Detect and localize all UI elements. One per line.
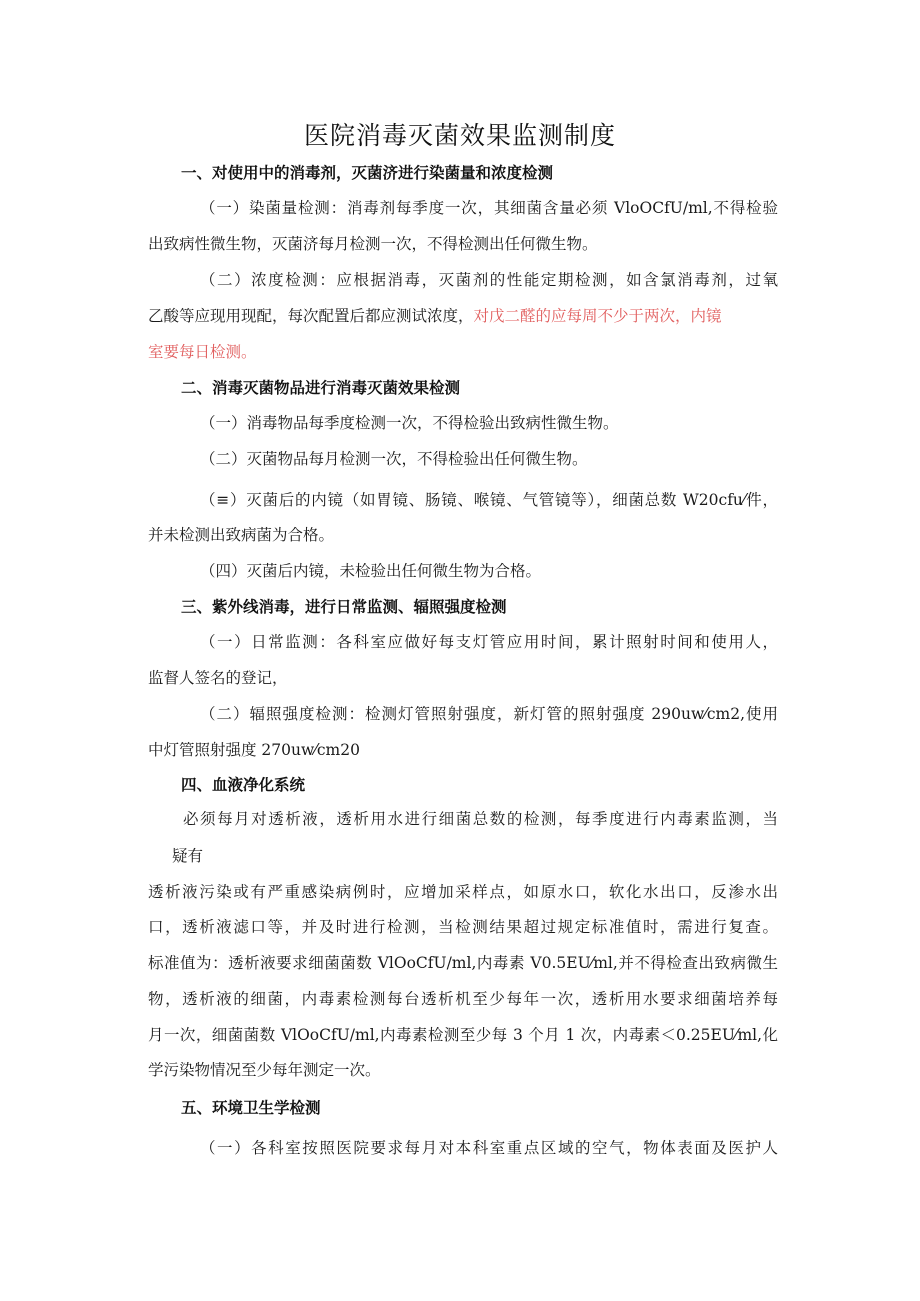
section-2-para-4: （四）灭菌后内镜，未检验出任何微生物为合格。 <box>200 562 542 580</box>
section-1-para-2-line-1: （二）浓度检测：应根据消毒，灭菌剂的性能定期检测，如含氯消毒剂，过氧 <box>200 271 778 289</box>
highlighted-text: 对戊二醛的应每周不少于两次，内镜 <box>473 307 722 325</box>
page-title: 医院消毒灭菌效果监测制度 <box>303 121 616 150</box>
highlighted-text-continued: 室要每日检测。 <box>148 343 257 361</box>
section-4-line-4: 口，透析液滤口等，并及时进行检测，当检测结果超过规定标准值时，需进行复查。 <box>148 918 778 936</box>
section-3-para-1-line-2: 监督人签名的登记， <box>148 669 288 687</box>
section-4-line-2: 疑有 <box>172 847 204 865</box>
section-4-line-6: 物，透析液的细菌，内毒素检测每台透析机至少每年一次，透析用水要求细菌培养每 <box>148 990 778 1008</box>
section-1-heading: 一、对使用中的消毒剂，灭菌济进行染菌量和浓度检测 <box>181 164 554 182</box>
section-3-heading: 三、紫外线消毒，进行日常监测、辐照强度检测 <box>181 598 507 616</box>
section-2-para-1: （一）消毒物品每季度检测一次，不得检验出致病性微生物。 <box>200 414 619 432</box>
section-4-line-5: 标准值为：透析液要求细菌菌数 VlOoCfU/ml,内毒素 V0.5EU⁄ml,并不得检查出致病微生 <box>148 954 778 972</box>
section-1-para-1-line-2: 出致病性微生物，灭菌济每月检测一次，不得检测出任何微生物。 <box>148 235 598 253</box>
section-4-line-3: 透析液污染或有严重感染病例时，应增加采样点，如原水口，软化水出口，反渗水出 <box>148 883 778 901</box>
section-5-heading: 五、环境卫生学检测 <box>181 1099 321 1117</box>
section-3-para-2-line-2: 中灯管照射强度 270uw⁄cm20 <box>148 741 360 759</box>
section-2-para-3-line-1: （≡）灭菌后的内镜（如胃镜、肠镜、喉镜、气管镜等），细菌总数 W20cfu⁄件， <box>200 491 778 509</box>
section-3-para-1-line-1: （一）日常监测：各科室应做好每支灯管应用时间，累计照射时间和使用人， <box>200 633 778 651</box>
section-4-line-1: 必须每月对透析液，透析用水进行细菌总数的检测，每季度进行内毒素监测，当 <box>183 810 778 828</box>
section-2-heading: 二、消毒灭菌物品进行消毒灭菌效果检测 <box>181 379 461 397</box>
section-1-para-1-line-1: （一）染菌量检测：消毒剂每季度一次，其细菌含量必须 VloOCfU/ml,不得检验 <box>200 199 778 217</box>
section-2-para-3-line-2: 并未检测出致病菌为合格。 <box>148 526 335 544</box>
section-4-line-7: 月一次，细菌菌数 VlOoCfU/ml,内毒素检测至少每 3 个月 1 次，内毒素＜0.25EU⁄ml,化 <box>148 1026 778 1044</box>
section-1-para-2-text: 乙酸等应现用现配，每次配置后都应测试浓度， <box>148 307 474 325</box>
section-4-line-8: 学污染物情况至少每年测定一次。 <box>148 1061 381 1079</box>
section-4-heading: 四、血液净化系统 <box>181 776 306 794</box>
section-1-para-2-line-2 <box>148 304 722 326</box>
section-3-para-2-line-1: （二）辐照强度检测：检测灯管照射强度，新灯管的照射强度 290uw⁄cm2,使用 <box>200 705 778 723</box>
section-2-para-2: （二）灭菌物品每月检测一次，不得检验出任何微生物。 <box>200 450 588 468</box>
section-5-para-1-line-1: （一）各科室按照医院要求每月对本科室重点区域的空气，物体表面及医护人 <box>200 1139 778 1157</box>
